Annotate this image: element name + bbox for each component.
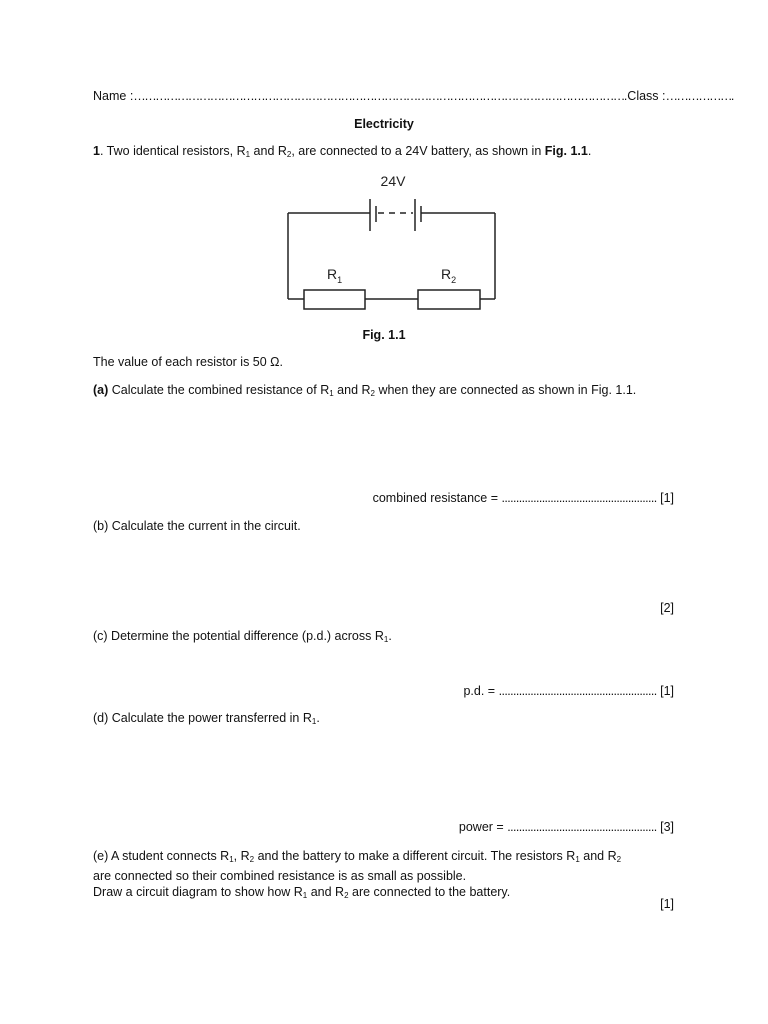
class-blank[interactable]: ………………. xyxy=(665,89,733,103)
part-b-question: (b) Calculate the current in the circuit. xyxy=(93,519,301,533)
part-b-marks: [2] xyxy=(660,601,674,615)
part-e-line-2: are connected so their combined resistance is as small as possible. xyxy=(93,869,467,883)
name-blank[interactable]: ……………………………………………………………………………………………………………………… xyxy=(133,89,624,103)
circuit-diagram xyxy=(0,0,768,330)
part-c-question: (c) Determine the potential difference (p.d.) across $R_1$. xyxy=(93,629,392,644)
resistor-r1 xyxy=(304,290,365,309)
r2-label: $R_2$ xyxy=(441,266,457,285)
figure-caption: Fig. 1.1 xyxy=(362,328,406,342)
part-c-answer-line xyxy=(463,684,674,698)
resistor-value-text: The value of each resistor is 50 Ω. xyxy=(93,355,283,369)
part-e-line-3: Draw a circuit diagram to show how $R_1$ and $R_2$ are connected to the battery. xyxy=(93,885,511,900)
part-a-label: (a) xyxy=(93,383,109,397)
part-d-marks: [3] xyxy=(660,820,674,834)
question-1-intro: 1. Two identical resistors, $R_1$ and $R_2$, are connected to a 24V battery, as shown in Fig. 1.1. xyxy=(93,144,592,159)
pd-blank[interactable]: ....................................................... xyxy=(498,684,657,698)
part-d-answer-line xyxy=(459,820,674,834)
power-blank[interactable]: .................................................... xyxy=(507,820,657,834)
power-label: power = xyxy=(458,820,508,834)
part-e-marks: [1] xyxy=(660,897,674,911)
name-label: Name : xyxy=(93,89,134,103)
part-d-question: (d) Calculate the power transferred in $R_1$. xyxy=(93,711,320,726)
question-number: 1 xyxy=(93,144,100,158)
part-a-question: (a) Calculate the combined resistance of $R_1$ and $R_2$ when they are connected as shown in Fig. 1.1. xyxy=(93,383,637,398)
figure-reference: Fig. 1.1 xyxy=(544,144,588,158)
part-e-question xyxy=(93,848,653,904)
page-title: Electricity xyxy=(354,117,414,131)
pd-label: p.d. = xyxy=(463,684,499,698)
part-a-marks: [1] xyxy=(660,491,674,505)
class-label: .Class : xyxy=(623,89,666,103)
battery-label: 24V xyxy=(380,173,406,189)
combined-resistance-blank[interactable]: ...................................................... xyxy=(501,491,657,505)
r1-label: $R_1$ xyxy=(327,266,343,285)
combined-resistance-label: combined resistance = xyxy=(372,491,502,505)
part-e-line-1: (e) A student connects $R_1$, $R_2$ and the battery to make a different circuit. The resistors $R_1$ and $R_2$ xyxy=(93,849,622,864)
part-c-marks: [1] xyxy=(660,684,674,698)
resistor-r2 xyxy=(418,290,480,309)
part-a-answer-line xyxy=(373,491,674,505)
